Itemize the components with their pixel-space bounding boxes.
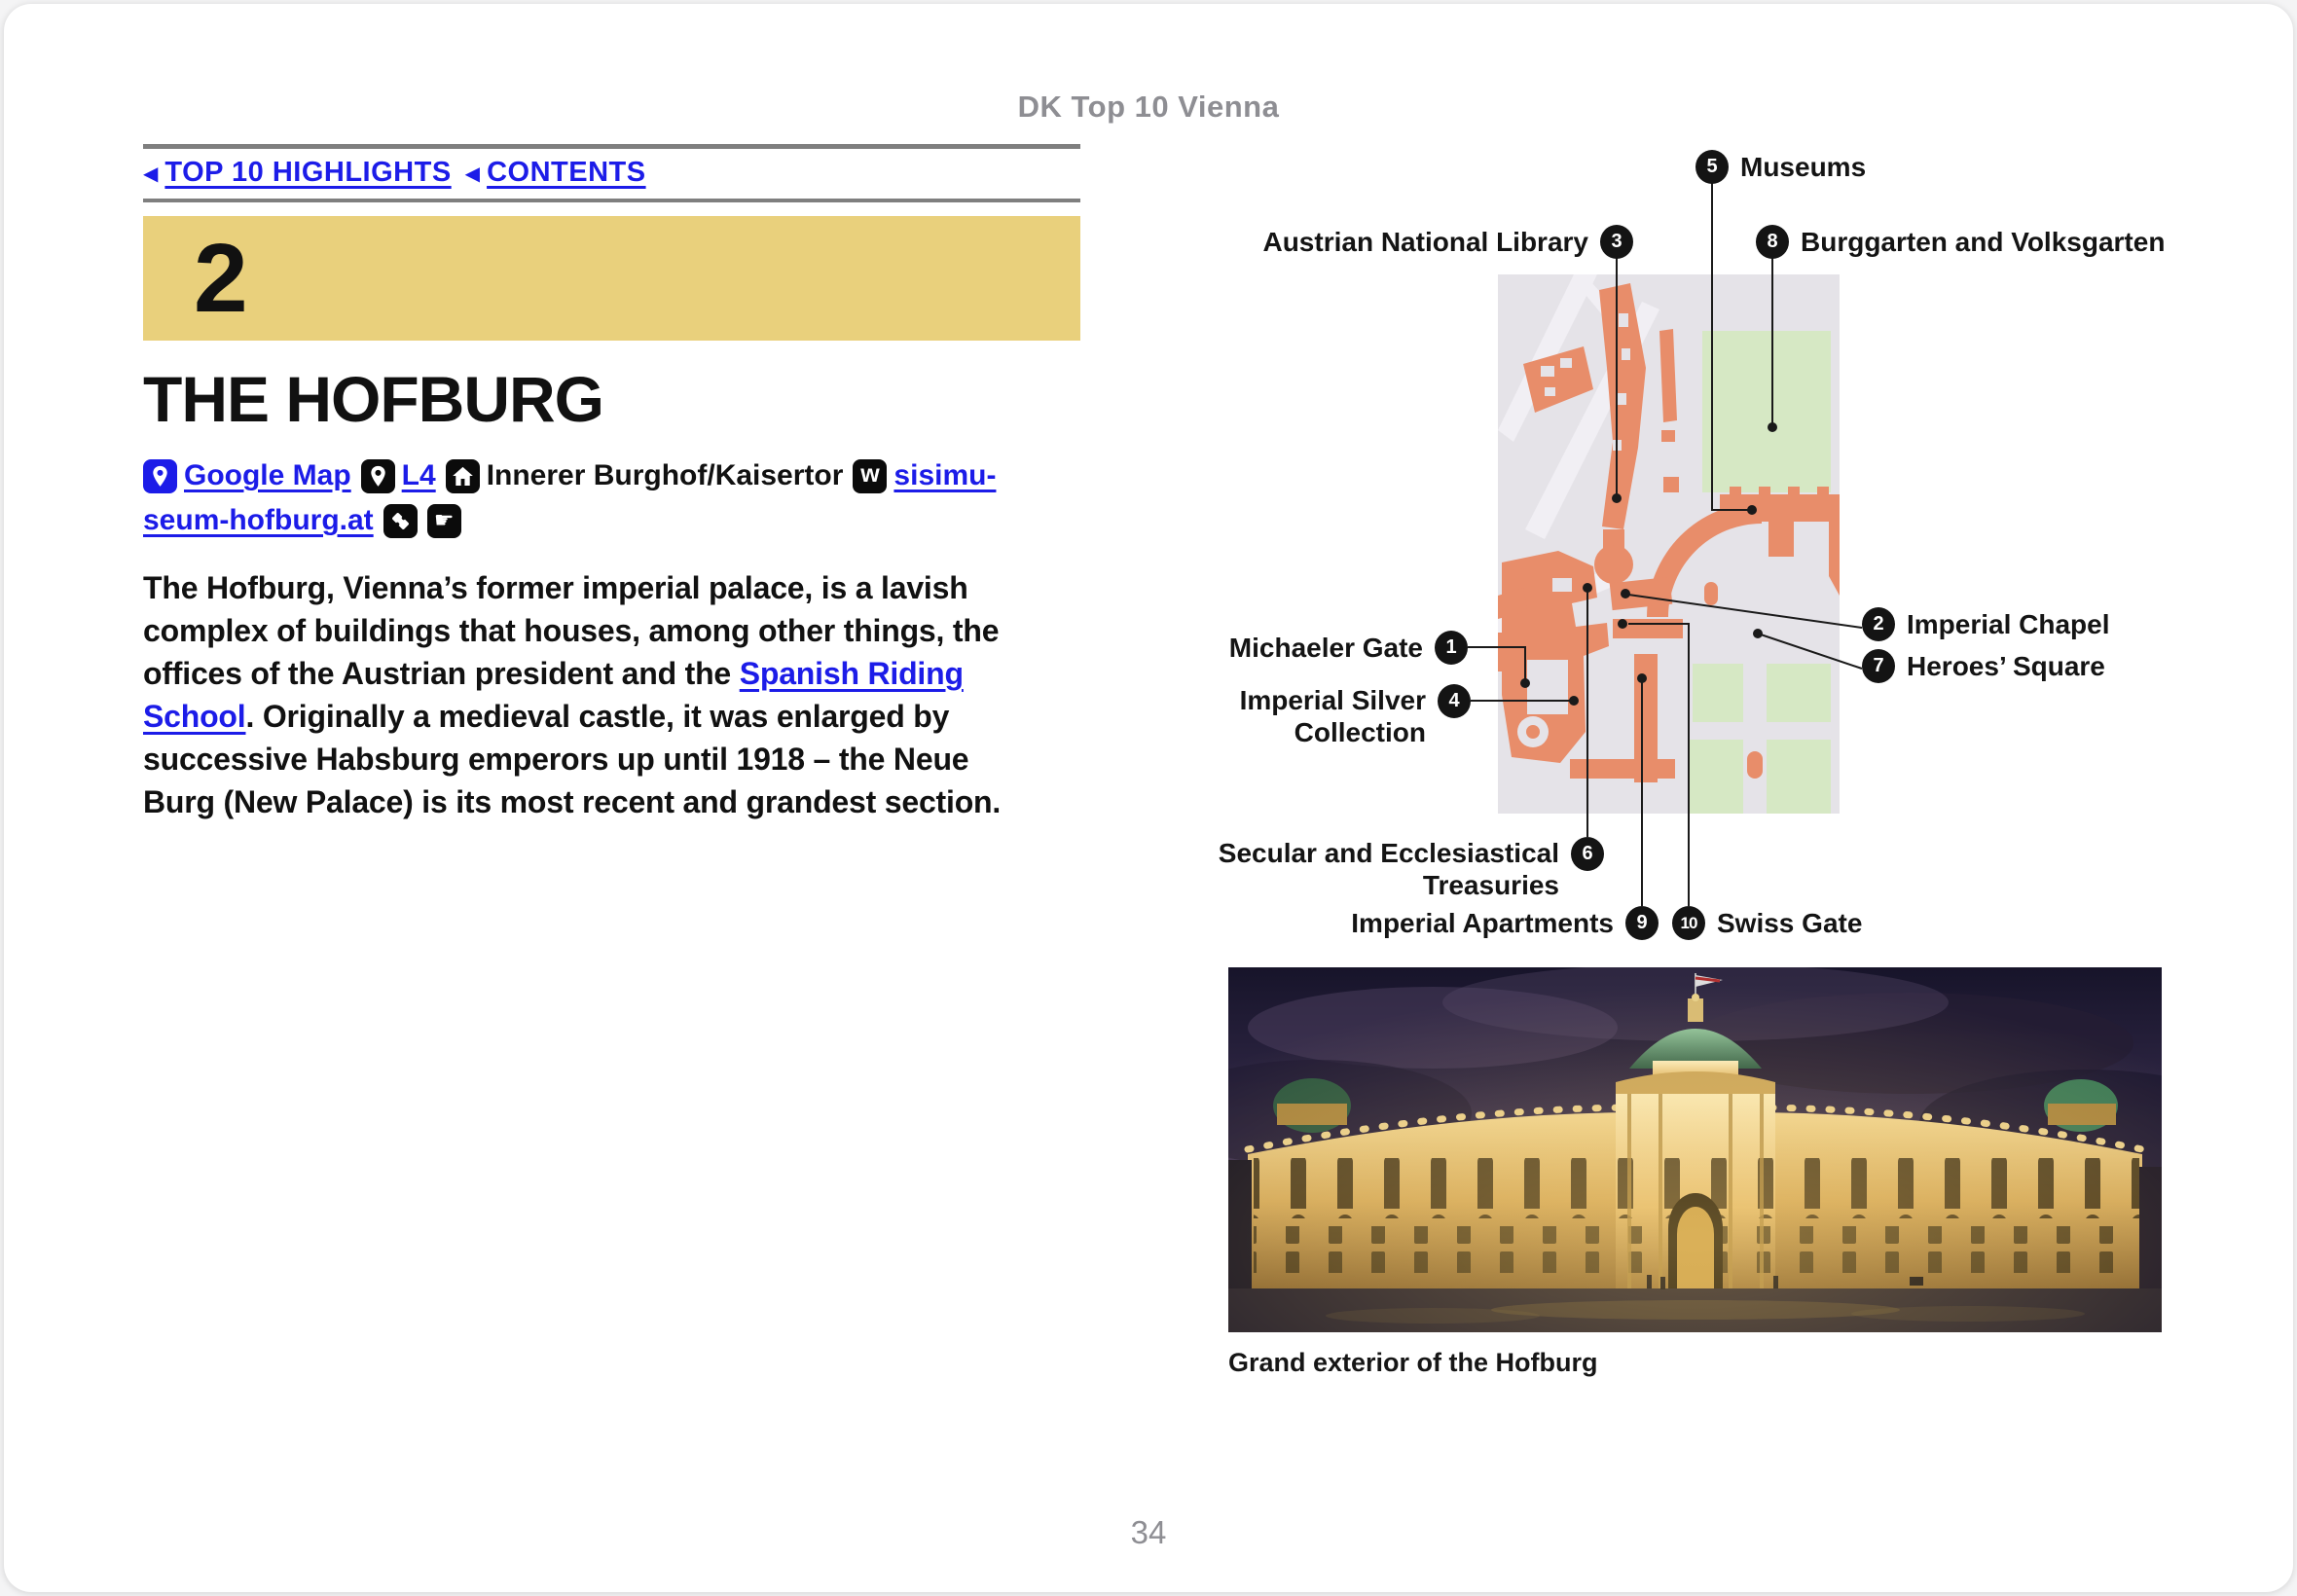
website-text-line2[interactable]: seum-hofburg.at xyxy=(143,504,374,536)
chapter-number: 2 xyxy=(194,224,246,333)
page-number: 34 xyxy=(1130,1514,1167,1550)
google-map-label: Google Map xyxy=(184,459,351,491)
map-label-text: Swiss Gate xyxy=(1717,908,1863,938)
nav-link-contents[interactable] xyxy=(465,157,646,189)
info-row-2 xyxy=(143,498,1080,543)
nav-link-top10-highlights[interactable] xyxy=(143,157,452,189)
google-map-link[interactable] xyxy=(143,453,351,498)
map-label-text: Michaeler Gate xyxy=(1228,633,1423,663)
marker-badge-2: 2 xyxy=(1862,607,1895,641)
chapter-number-banner xyxy=(143,216,1080,341)
map-pin-icon xyxy=(361,459,395,493)
breadcrumb xyxy=(143,144,1080,202)
hofburg-photo xyxy=(1228,967,2162,1332)
marker-badge-9: 9 xyxy=(1625,906,1659,940)
pointing-hand-icon: ☛ xyxy=(427,504,461,538)
ebook-page xyxy=(4,4,2293,1592)
admission-ticket-icon xyxy=(383,504,418,538)
spanish-riding-school-link[interactable]: Spanish Riding School xyxy=(143,656,964,734)
map-label-text: Museums xyxy=(1740,152,1867,182)
grid-reference-label: L4 xyxy=(401,459,436,491)
address-item xyxy=(446,453,844,498)
map-label-imperial-silver-collection xyxy=(1240,684,1471,748)
body-text-after: . Originally a medieval castle, it was enlarged by successive Habsburg emperors up until 1918 – the Neue Burg (New Palace) is its most recent and grandest section. xyxy=(143,699,1002,819)
map-label-austrian-national-library xyxy=(1262,225,1633,259)
map-label-text: Imperial Apartments xyxy=(1351,908,1614,938)
map-label-text: Heroes’ Square xyxy=(1907,651,2105,681)
back-arrow-icon: ◀ xyxy=(464,161,481,185)
map-label-burggarten-volksgarten xyxy=(1756,225,2165,259)
map-label-text: Burggarten and Volksgarten xyxy=(1801,227,2166,257)
body-paragraph xyxy=(143,566,1031,823)
map-label-museums xyxy=(1695,150,1866,184)
map-label-michaeler-gate xyxy=(1229,631,1468,665)
reader-header-title: DK Top 10 Vienna xyxy=(1017,90,1280,124)
map-label-heroes-square xyxy=(1862,649,2105,683)
map-label-imperial-apartments xyxy=(1351,906,1659,940)
website-icon: w xyxy=(853,459,887,493)
website-link-part1[interactable] xyxy=(853,453,996,498)
page-title: THE HOFBURG xyxy=(143,363,603,435)
back-arrow-icon: ◀ xyxy=(143,161,159,185)
grid-reference-link[interactable] xyxy=(361,453,436,498)
info-row-1 xyxy=(143,453,1080,498)
photo-caption: Grand exterior of the Hofburg xyxy=(1228,1348,1598,1377)
body-text-before: The Hofburg, Vienna’s former imperial palace, is a lavish complex of buildings that houses, among other things, the offices of the Austrian president and the xyxy=(143,570,1000,691)
map-pin-icon xyxy=(143,459,177,493)
marker-badge-8: 8 xyxy=(1756,225,1789,259)
marker-badge-5: 5 xyxy=(1695,150,1729,184)
hofburg-map-figure xyxy=(1211,140,2204,953)
marker-badge-6: 6 xyxy=(1571,837,1604,871)
map-label-text: Secular and Ecclesiastical xyxy=(1218,838,1559,868)
marker-badge-10: 10 xyxy=(1672,906,1705,940)
map-label-text-line2: Collection xyxy=(1294,717,1426,747)
map-label-text: Imperial Silver xyxy=(1239,685,1426,715)
marker-badge-1: 1 xyxy=(1435,631,1468,665)
map-label-swiss-gate xyxy=(1672,906,1862,940)
map-label-treasuries xyxy=(1219,837,1604,901)
info-block xyxy=(143,453,1080,543)
marker-badge-3: 3 xyxy=(1600,225,1633,259)
map-label-text-line2: Treasuries xyxy=(1422,870,1559,900)
house-icon xyxy=(446,459,480,493)
marker-badge-7: 7 xyxy=(1862,649,1895,683)
website-text-line1: sisimu- xyxy=(893,459,997,491)
address-text: Innerer Burghof/Kaisertor xyxy=(486,459,844,491)
nav-link-label: CONTENTS xyxy=(487,157,646,188)
map-label-imperial-chapel xyxy=(1862,607,2110,641)
article-column xyxy=(143,144,1080,823)
marker-badge-4: 4 xyxy=(1438,684,1471,718)
map-graphic xyxy=(1211,140,2204,953)
nav-link-label: TOP 10 HIGHLIGHTS xyxy=(164,157,452,188)
map-label-text: Austrian National Library xyxy=(1262,227,1588,257)
map-label-text: Imperial Chapel xyxy=(1907,609,2110,639)
